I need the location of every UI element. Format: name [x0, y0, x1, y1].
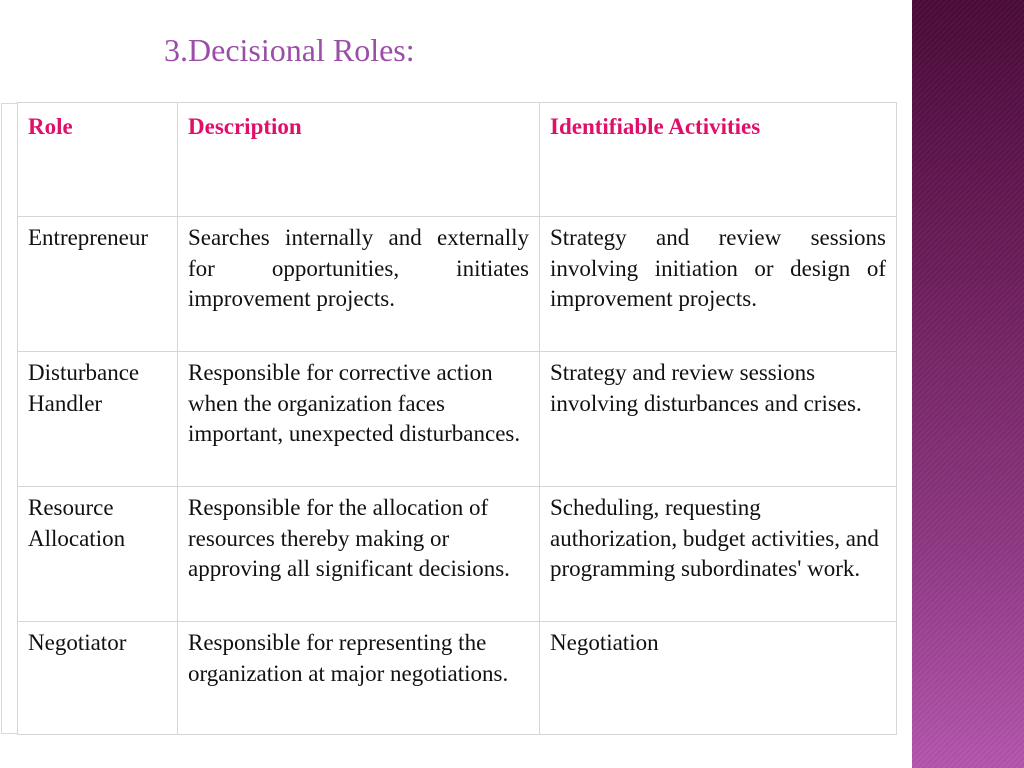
description-cell: Responsible for corrective action when the organization faces important, unexpected disturbances. — [178, 352, 540, 487]
activities-cell: Negotiation — [540, 622, 897, 735]
header-identifiable-activities: Identifiable Activities — [540, 103, 897, 217]
description-cell: Searches internally and externally for opportunities, initiates improvement projects. — [178, 217, 540, 352]
table-row — [18, 487, 897, 622]
slide-title: 3.Decisional Roles: — [164, 32, 415, 68]
role-cell: Resource Allocation — [18, 487, 178, 622]
table-left-strip — [1, 103, 18, 734]
table-row — [18, 352, 897, 487]
header-role: Role — [18, 103, 178, 217]
role-cell: Disturbance Handler — [18, 352, 178, 487]
activities-cell: Strategy and review sessions involving initiation or design of improvement projects. — [540, 217, 897, 352]
description-cell: Responsible for representing the organization at major negotiations. — [178, 622, 540, 735]
activities-cell: Scheduling, requesting authorization, budget activities, and programming subordinates' work. — [540, 487, 897, 622]
side-bar-texture — [912, 0, 1024, 768]
table-row — [18, 622, 897, 735]
role-cell: Negotiator — [18, 622, 178, 735]
header-description: Description — [178, 103, 540, 217]
role-cell: Entrepreneur — [18, 217, 178, 352]
table-row — [18, 217, 897, 352]
decorative-side-bar — [912, 0, 1024, 768]
table-header-row — [18, 103, 897, 217]
decisional-roles-table — [17, 102, 897, 735]
description-cell: Responsible for the allocation of resources thereby making or approving all significant decisions. — [178, 487, 540, 622]
activities-cell: Strategy and review sessions involving disturbances and crises. — [540, 352, 897, 487]
